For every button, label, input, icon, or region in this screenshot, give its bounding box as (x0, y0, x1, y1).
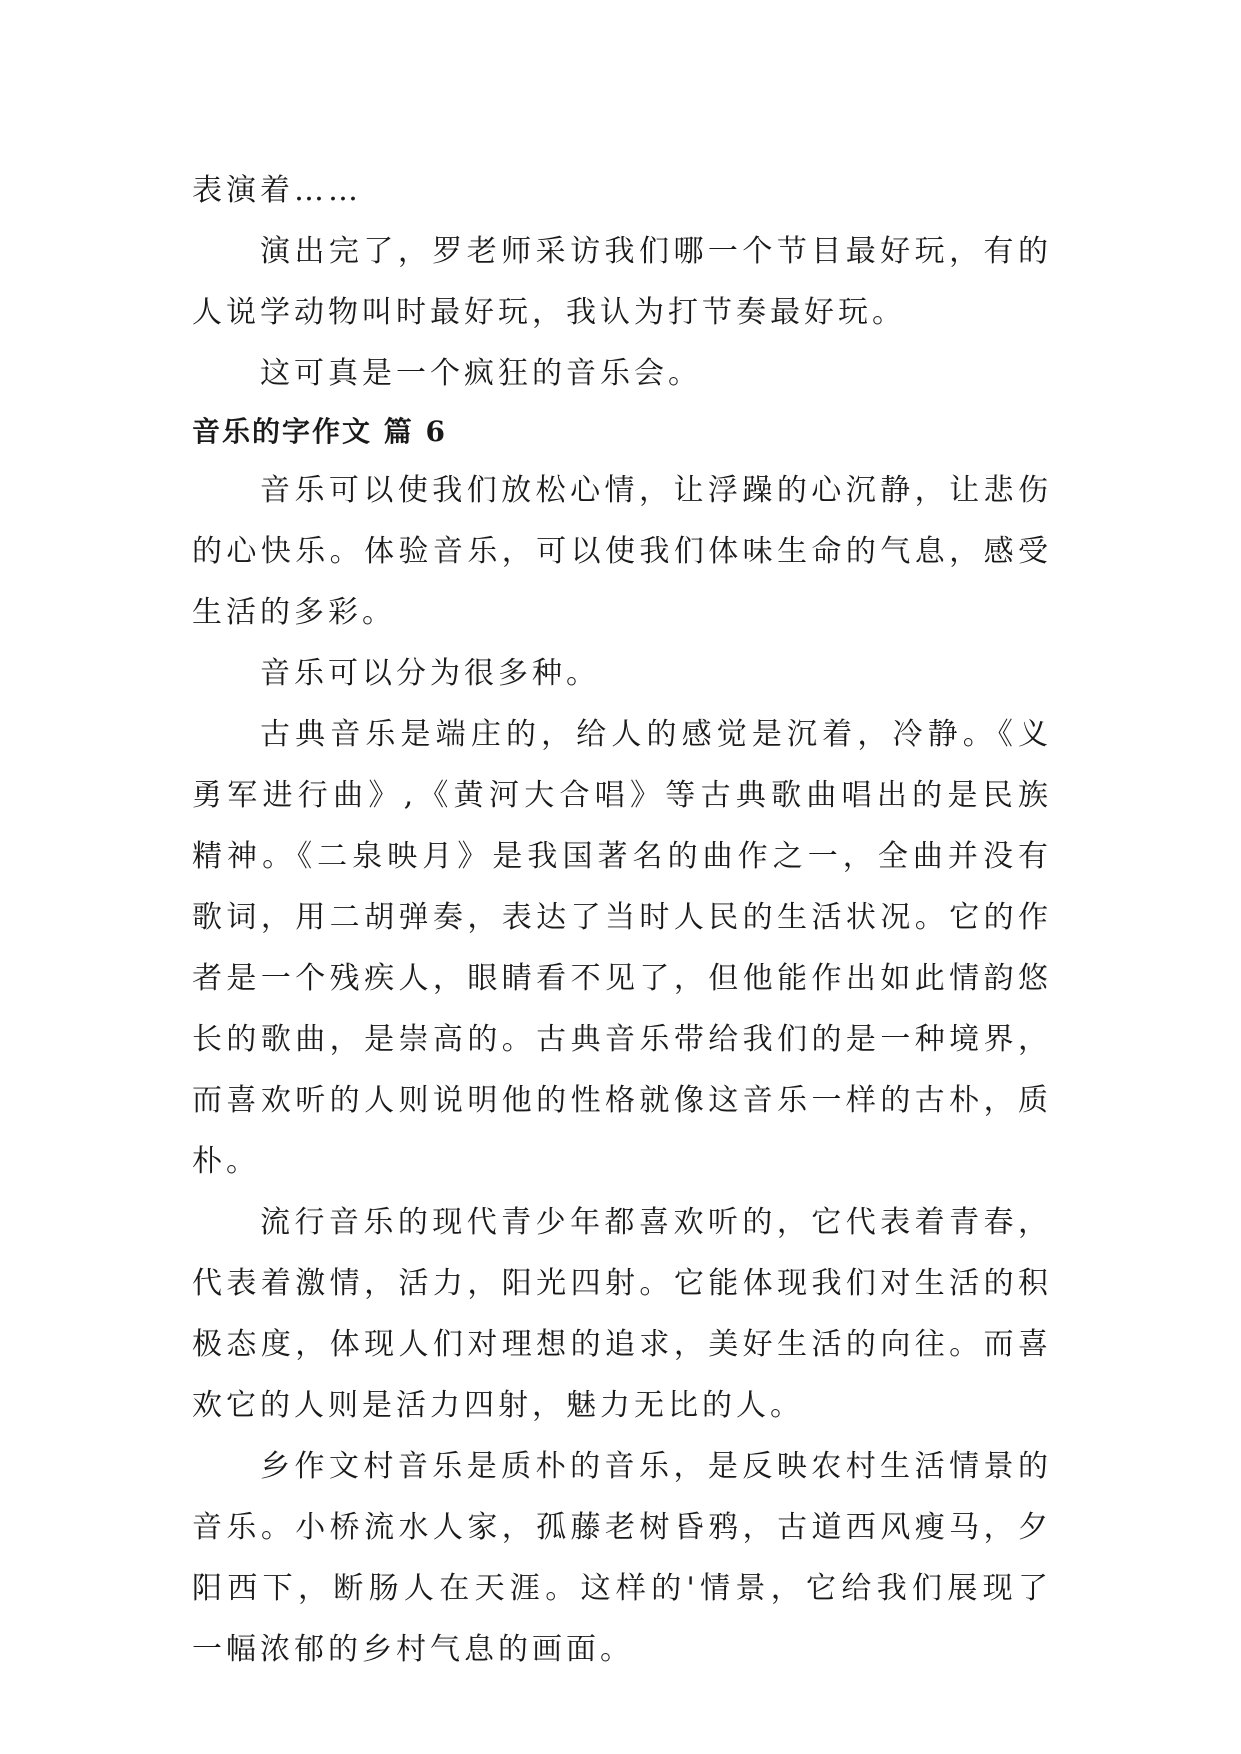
paragraph-classical-music: 古典音乐是端庄的，给人的感觉是沉着，冷静。《义勇军进行曲》,《黄河大合唱》等古典歌曲唱出的是民族精神。《二泉映月》是我国著名的曲作之一，全曲并没有歌词，用二胡弹奏，表达了当时人民的生活状况。它的作者是一个残疾人，眼睛看不见了，但他能作出如此情韵悠长的歌曲，是崇高的。古典音乐带给我们的是一种境界，而喜欢听的人则说明他的性格就像这音乐一样的古朴，质朴。 (192, 717, 1052, 1179)
paragraph-performance-end: 演出完了，罗老师采访我们哪一个节目最好玩，有的人说学动物叫时最好玩，我认为打节奏最好玩。 (192, 234, 1052, 330)
paragraph-continued: 表演着…… (192, 173, 362, 208)
paragraph-music-types: 音乐可以分为很多种。 (260, 656, 600, 691)
paragraph-pop-music: 流行音乐的现代青少年都喜欢听的，它代表着青春，代表着激情，活力，阳光四射。它能体现我们对生活的积极态度，体现人们对理想的追求，美好生活的向往。而喜欢它的人则是活力四射，魅力无比的人。 (192, 1205, 1052, 1423)
paragraph-music-relax: 音乐可以使我们放松心情，让浮躁的心沉静，让悲伤的心快乐。体验音乐，可以使我们体味生命的气息，感受生活的多彩。 (192, 473, 1052, 630)
document-body (192, 160, 1052, 1680)
paragraph-country-music: 乡作文村音乐是质朴的音乐，是反映农村生活情景的音乐。小桥流水人家，孤藤老树昏鸦，古道西风瘦马，夕阳西下，断肠人在天涯。这样的'情景，它给我们展现了一幅浓郁的乡村气息的画面。 (192, 1449, 1052, 1667)
paragraph-crazy-concert: 这可真是一个疯狂的音乐会。 (260, 356, 702, 391)
section-heading: 音乐的字作文 篇 6 (192, 415, 447, 448)
